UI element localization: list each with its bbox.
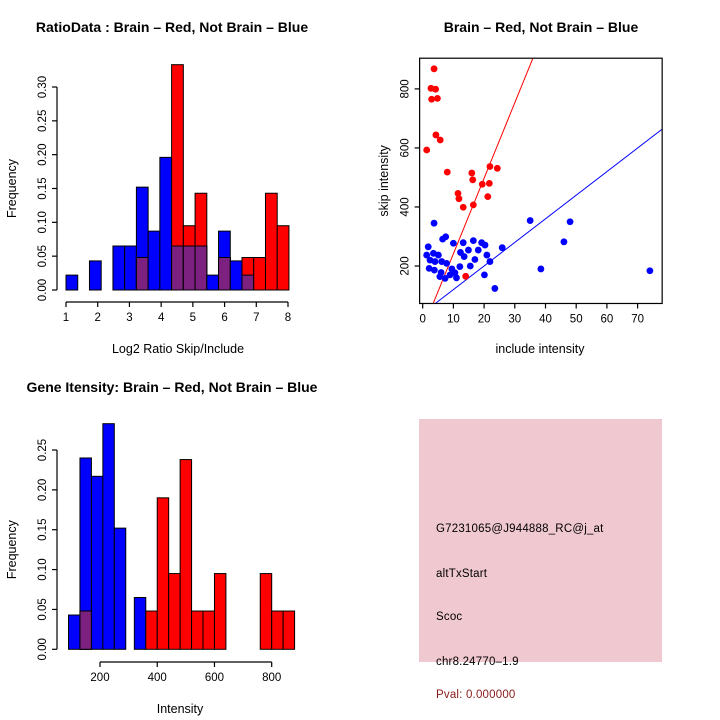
hist-bar-red [265,193,277,290]
scatter-point-blue [470,237,477,244]
panel-intensity-scatter [360,0,720,360]
hist-bar-red [169,574,180,650]
scatter-point-blue [431,220,438,227]
hist-bar-overlap [136,258,148,290]
scatter-point-red [428,96,435,103]
scatter-point-red [432,86,439,93]
scatter-point-blue [537,266,544,273]
x-tick-label: 7 [253,312,260,324]
event-type-text: altTxStart [436,568,488,580]
x-tick-label: 50 [569,313,583,326]
y-tick-label: 0.05 [37,244,49,268]
scatter-point-red [456,195,463,202]
panel-gene-intensity-histogram [0,360,360,720]
scatter-point-red [431,65,438,72]
scatter-point-red [486,180,493,187]
scatter-point-blue [425,243,432,250]
hist-bar-red [180,460,191,650]
y-tick-label: 0.00 [37,638,49,661]
hist-bar-overlap [219,258,231,290]
hist-bar-blue [114,528,125,649]
x-tick-label: 10 [447,313,460,326]
x-tick-label: 5 [189,312,197,324]
scatter-point-blue [499,244,506,251]
scatter-point-blue [483,252,490,259]
x-tick-label: 4 [157,312,165,324]
hist-bar-red [277,226,289,290]
gene-info-box [419,419,662,701]
y-tick-label: 0.10 [37,558,49,581]
scatter-point-blue [432,258,439,265]
x-tick-label: 3 [126,312,133,324]
pval-text: Pval: 0.000000 [436,689,516,701]
x-tick-label: 800 [262,672,282,684]
scatter-point-blue [465,247,472,254]
y-tick-label: 0.20 [37,143,49,166]
y-tick-label: 200 [399,256,412,276]
scatter-point-red [470,202,477,209]
scatter-point-blue [482,242,489,249]
y-tick-label: 0.25 [37,109,49,133]
y-axis-title: Frequency [5,158,19,219]
hist-bar-red [272,611,283,649]
hist-bar-overlap [183,246,195,290]
scatter-point-blue [567,218,574,225]
hist-bar-blue [103,424,114,650]
y-tick-label: 0.00 [37,278,49,302]
y-tick-label: 0.20 [37,478,49,502]
hist-bar-blue [66,275,78,290]
scatter-point-red [494,165,501,172]
scatter-point-blue [431,267,438,274]
scatter-point-blue [561,238,568,245]
scatter-point-red [434,95,441,102]
x-tick-label: 400 [147,672,167,684]
scatter-point-blue [442,233,449,240]
x-tick-label: 60 [600,313,614,326]
y-tick-label: 0.25 [37,438,49,462]
y-tick-label: 400 [399,197,412,217]
hist-bar-blue [134,597,145,649]
hist-bar-blue [230,261,242,290]
x-tick-label: 600 [204,672,225,684]
x-tick-label: 40 [539,313,552,326]
hist-bar-overlap [172,246,184,290]
hist-bar-blue [69,615,80,649]
hist-bar-overlap [242,275,254,290]
x-axis-title: include intensity [495,342,585,356]
scatter-point-blue [646,267,653,274]
scatter-point-blue [438,269,445,276]
y-tick-label: 0.10 [37,211,49,234]
scatter-point-blue [491,285,498,292]
y-axis-title: skip intensity [377,145,391,217]
chart-title: RatioData : Brain – Red, Not Brain – Blue [35,19,309,35]
scatter-point-red [437,137,444,144]
x-axis-title: Log2 Ratio Skip/Include [111,342,245,356]
y-axis-title: Frequency [5,520,19,580]
scatter-point-red [469,176,476,183]
hist-bar-red [203,611,214,649]
scatter-point-red [462,273,469,280]
hist-bar-overlap [80,611,91,649]
hist-bar-red [157,498,168,649]
chart-title: Gene Itensity: Brain – Red, Not Brain – Blue [26,379,318,395]
scatter-point-blue [453,274,460,281]
x-tick-label: 200 [90,672,110,684]
scatter-point-red [423,147,430,154]
y-tick-label: 0.15 [37,518,49,541]
scatter-point-blue [527,217,534,224]
scatter-point-blue [475,247,482,254]
scatter-point-blue [471,256,478,263]
scatter-point-blue [435,252,442,259]
scatter-point-blue [450,240,457,247]
gene-name-text: Scoc [436,611,463,623]
y-tick-label: 600 [399,138,412,158]
x-tick-label: 0 [419,313,426,326]
hist-bar-red [283,611,294,649]
hist-bar-blue [148,231,160,290]
x-axis-title: Intensity [156,702,204,716]
y-tick-label: 0.05 [37,598,49,621]
hist-bar-blue [91,476,102,649]
chromosome-location-text: chr8.24770–1.9 [436,656,519,668]
intensity-scatter-chart [360,0,720,360]
scatter-point-blue [481,271,488,278]
hist-bar-blue [160,157,172,290]
panel-ratio-histogram [0,0,360,360]
hist-bar-overlap [195,246,207,290]
scatter-point-blue [487,258,494,265]
probe-id-text: G7231065@J944888_RC@j_at [436,523,604,535]
x-tick-label: 8 [284,312,292,324]
x-tick-label: 20 [477,313,491,326]
hist-bar-blue [89,261,101,290]
hist-bar-blue [125,246,137,290]
scatter-point-red [487,163,494,170]
x-tick-label: 30 [508,313,522,326]
x-tick-label: 2 [94,312,101,324]
hist-bar-blue [207,275,219,290]
fit-line-blue [435,129,662,303]
gene-intensity-histogram-chart [0,360,360,720]
scatter-point-blue [448,266,455,273]
y-tick-label: 0.15 [37,177,49,200]
hist-bar-red [260,574,271,650]
scatter-point-blue [456,263,463,270]
hist-bar-blue [113,246,125,290]
scatter-point-red [444,169,451,176]
scatter-point-red [484,193,491,200]
x-tick-label: 1 [62,312,70,324]
hist-bar-red [254,258,266,290]
scatter-point-red [468,170,475,177]
chart-title: Brain – Red, Not Brain – Blue [443,19,639,35]
y-tick-label: 0.30 [37,75,49,99]
hist-bar-red [192,611,203,649]
x-tick-label: 70 [631,313,644,326]
y-tick-label: 800 [399,79,412,99]
scatter-point-blue [457,249,464,256]
hist-bar-red [146,611,157,649]
hist-bar-red [214,574,225,650]
scatter-point-blue [443,260,450,267]
scatter-point-red [479,181,486,188]
scatter-point-red [460,204,467,211]
scatter-point-blue [467,263,474,270]
x-tick-label: 6 [221,312,228,324]
scatter-point-blue [460,239,467,246]
ratio-histogram-chart [0,0,360,360]
panel-gene-info [360,360,720,720]
